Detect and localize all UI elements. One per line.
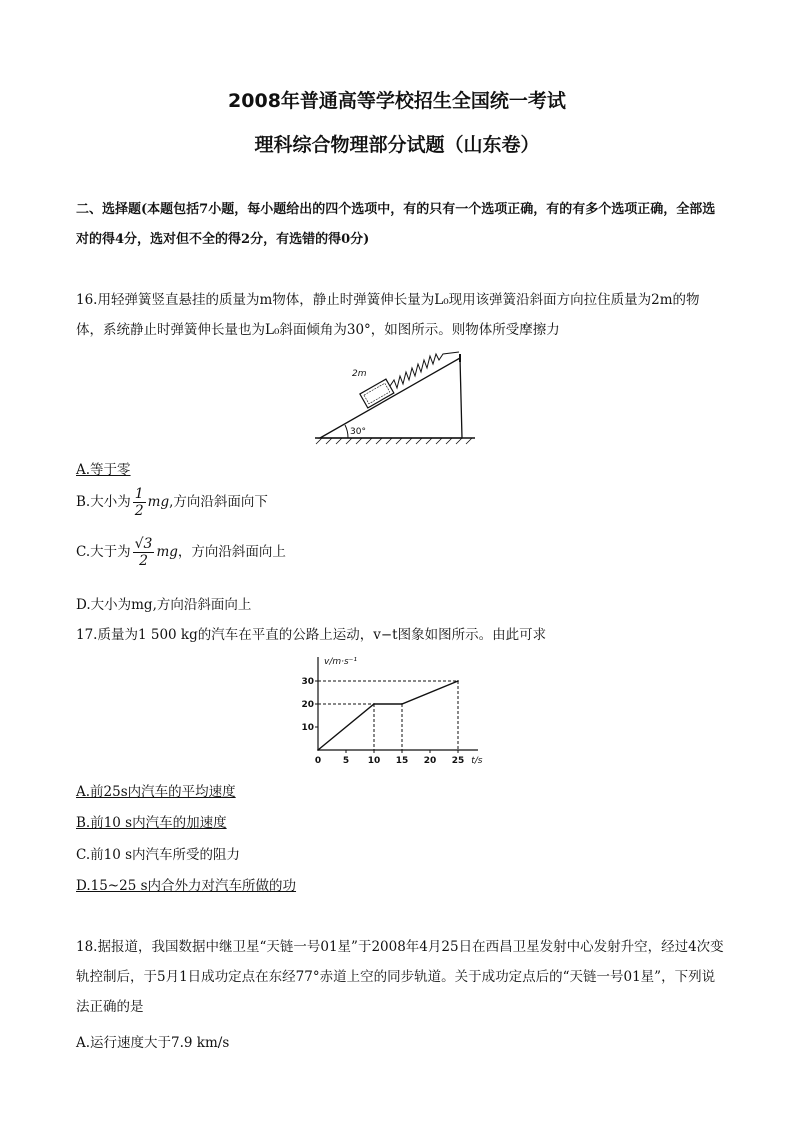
spring	[390, 352, 459, 388]
section-instructions: 二、选择题(本题包括7小题，每小题给出的四个选项中，有的只有一个选项正确，有的有多个选项正确，全部选对的得4分，选对但不全的得2分，有选错的得0分)	[76, 202, 716, 247]
q17-option-a[interactable]: A.前25s内汽车的平均速度	[76, 784, 236, 800]
block-2m	[360, 379, 394, 408]
series-line	[318, 681, 458, 750]
fraction: $\frac{√3}{2}$	[134, 536, 153, 569]
page-title: 2008年普通高等学校招生全国统一考试	[228, 90, 566, 112]
x-tick-label: 10	[367, 756, 381, 766]
y-tick-label: 10	[301, 723, 314, 733]
q18-option-a[interactable]: A.运行速度大于7.9 km/s	[76, 1035, 230, 1051]
q16-option-d[interactable]: D.大小为mg,方向沿斜面向上	[76, 597, 252, 613]
data-point	[317, 749, 319, 751]
data-point	[373, 703, 375, 705]
incline-figure	[310, 340, 480, 452]
q17-option-b[interactable]: B.前10 s内汽车的加速度	[76, 815, 227, 831]
ground-hatching	[316, 438, 472, 444]
q17-option-d[interactable]: D.15~25 s内合外力对汽车所做的功	[76, 878, 297, 894]
q16-option-a[interactable]: A.等于零	[76, 462, 131, 478]
x-tick-label: 20	[423, 756, 437, 766]
page-subtitle: 理科综合物理部分试题（山东卷）	[254, 134, 540, 156]
question-17-stem: 17.质量为1 500 kg的汽车在平直的公路上运动，v−t图象如图所示。由此可求	[76, 627, 547, 643]
x-tick-label: 0	[314, 756, 322, 766]
angle-arc	[345, 425, 348, 438]
data-point	[457, 680, 459, 682]
x-axis-label: t/s	[471, 756, 483, 766]
fraction: $\frac{1}{2}$	[134, 486, 144, 519]
mass-label: 2m	[352, 369, 367, 379]
question-18-stem: 18.据报道，我国数据中继卫星“天链一号01星”于2008年4月25日在西昌卫星发射中心发射升空，经过4次变轨控制后，于5月1日成功定点在东经77°赤道上空的同步轨道。关于成功定点后的“天链一号01星”，下列说法正确的是	[76, 939, 724, 1015]
x-tick-label: 15	[395, 756, 409, 766]
x-tick-label: 5	[342, 756, 350, 766]
y-tick-label: 20	[301, 700, 314, 710]
y-axis-label: v/m·s⁻¹	[324, 657, 358, 667]
question-16-stem: 16.用轻弹簧竖直悬挂的质量为m物体，静止时弹簧伸长量为L₀现用该弹簧沿斜面方向拉住质量为2m的物体，系统静止时弹簧伸长量也为L₀斜面倾角为30°，如图所示。则物体所受摩擦力	[76, 292, 700, 338]
x-tick-label: 25	[451, 756, 465, 766]
vt-chart	[298, 652, 498, 770]
data-point	[401, 703, 403, 705]
y-tick-label: 30	[301, 677, 314, 687]
q17-option-c[interactable]: C.前10 s内汽车所受的阻力	[76, 847, 241, 863]
angle-label: 30°	[350, 427, 366, 437]
q16-option-b[interactable]: B.大小为 $\frac{1}{2}$ mg,方向沿斜面向下	[76, 486, 268, 519]
incline	[320, 358, 462, 438]
q16-option-c[interactable]: C.大于为 $\frac{√3}{2}$ mg，方向沿斜面向上	[76, 536, 286, 569]
